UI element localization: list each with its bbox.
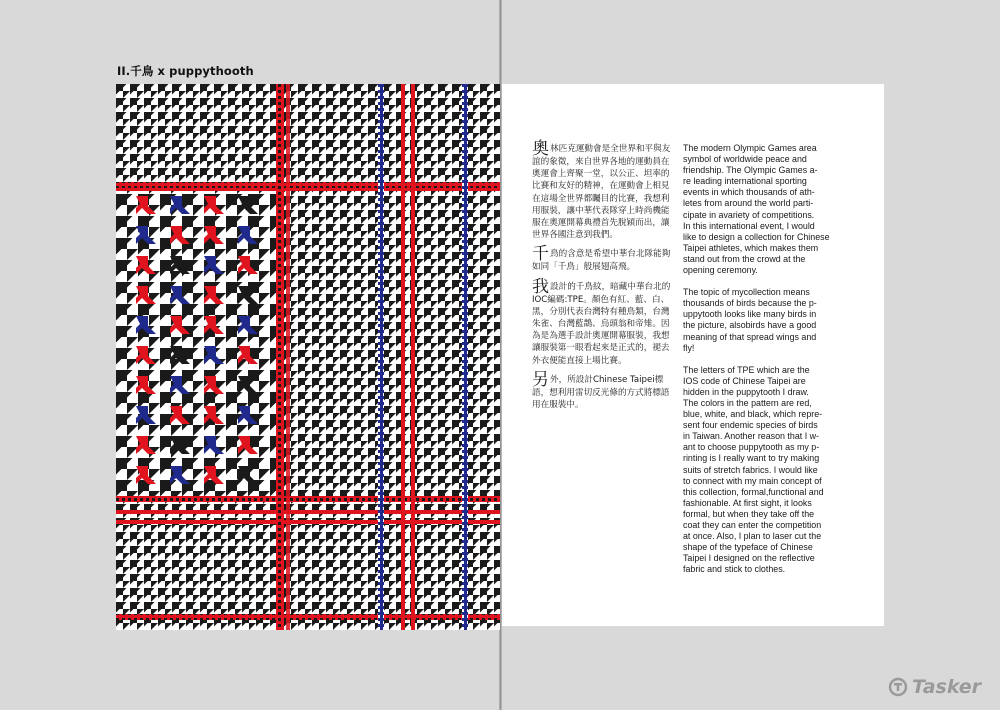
houndstooth-svg bbox=[116, 84, 500, 630]
paragraph-text: 林匹克運動會是全世界和平與友誼的象徵，來自世界各地的運動員在奧運會上齊聚一堂，以公正、坦率的比賽和友好的精神，在運動會上相見在這場全世界都矚目的比賽，我想利用服裝，讓中華代表隊穿上時尚機能服在奧運開幕典禮首先脫穎而出，讓世界各國注意到我們。 bbox=[532, 144, 671, 241]
right-page bbox=[502, 84, 884, 626]
drop-cap: 奧 bbox=[532, 139, 549, 159]
paragraph-text: 設計的千鳥紋，暗藏中華台北的IOC編碼:TPE。顏色有紅、藍、白、黑，分別代表台灣特有種鳥類，台灣朱雀、台灣藍鵲、烏頭翁和帝雉。因為是為選手設計奧運開幕服裝，我想讓服裝第一眼看起來是正式的，褪去外衣便能直接上場比賽。 bbox=[532, 281, 671, 366]
houndstooth-pattern bbox=[116, 84, 500, 630]
chinese-text-column bbox=[532, 139, 672, 417]
english-paragraph: The topic of mycollection means thousands of birds because the p- uppytooth looks like many birds in the picture, alsobirds have a good meaning of that spread wings and fly! bbox=[683, 287, 817, 353]
chinese-paragraph bbox=[532, 139, 672, 241]
paragraph-text: 外，所設計Chinese Taipei標語，想利用雷切反光條的方式將標語用在服裝中。 bbox=[532, 374, 670, 411]
drop-cap: 另 bbox=[532, 369, 549, 390]
paragraph-text: 鳥的含意是希望中華台北隊能夠如同「千鳥」般展翅高飛。 bbox=[532, 249, 671, 273]
chinese-paragraph bbox=[532, 244, 672, 273]
tasker-logo-icon bbox=[888, 677, 908, 697]
watermark-text: Tasker bbox=[912, 676, 982, 698]
tasker-watermark bbox=[888, 676, 981, 698]
english-text-column bbox=[683, 143, 859, 586]
chinese-paragraph bbox=[532, 369, 672, 411]
chinese-paragraph bbox=[532, 276, 672, 367]
english-paragraph: The modern Olympic Games area symbol of worldwide peace and friendship. The Olympic Games a- re leading international sporting events in which thousands of ath- letes from around the world parti- cipate in avariety of competitions. In this international event, I would like to design a collection for Chinese Taipei athletes, which makes them stand out from the crowd at the opening ceremony. bbox=[683, 143, 830, 276]
drop-cap: 我 bbox=[532, 276, 549, 297]
english-paragraph: The letters of TPE which are the IOS code of Chinese Taipei are hidden in the puppytooth I draw. The colors in the pattern are red, blue, white, and black, which repre- sent four endemic species of birds in Taiwan. Another reason that I w- ant to choose puppytooth as my p- rinting is I really want to try making suits of stretch fabrics. I would like to connect with my main concept of this collection, formal,functional and fashionable. At first sight, it looks formal, but when they take off the coat they can enter the competition at once. Also, I plan to laser cut the shape of the typeface of Chinese Taipei I designed on the reflective fabric and stick to clothes. bbox=[683, 364, 824, 575]
drop-cap: 千 bbox=[532, 244, 549, 265]
section-title: II.千鳥 x puppythooth bbox=[117, 64, 254, 78]
